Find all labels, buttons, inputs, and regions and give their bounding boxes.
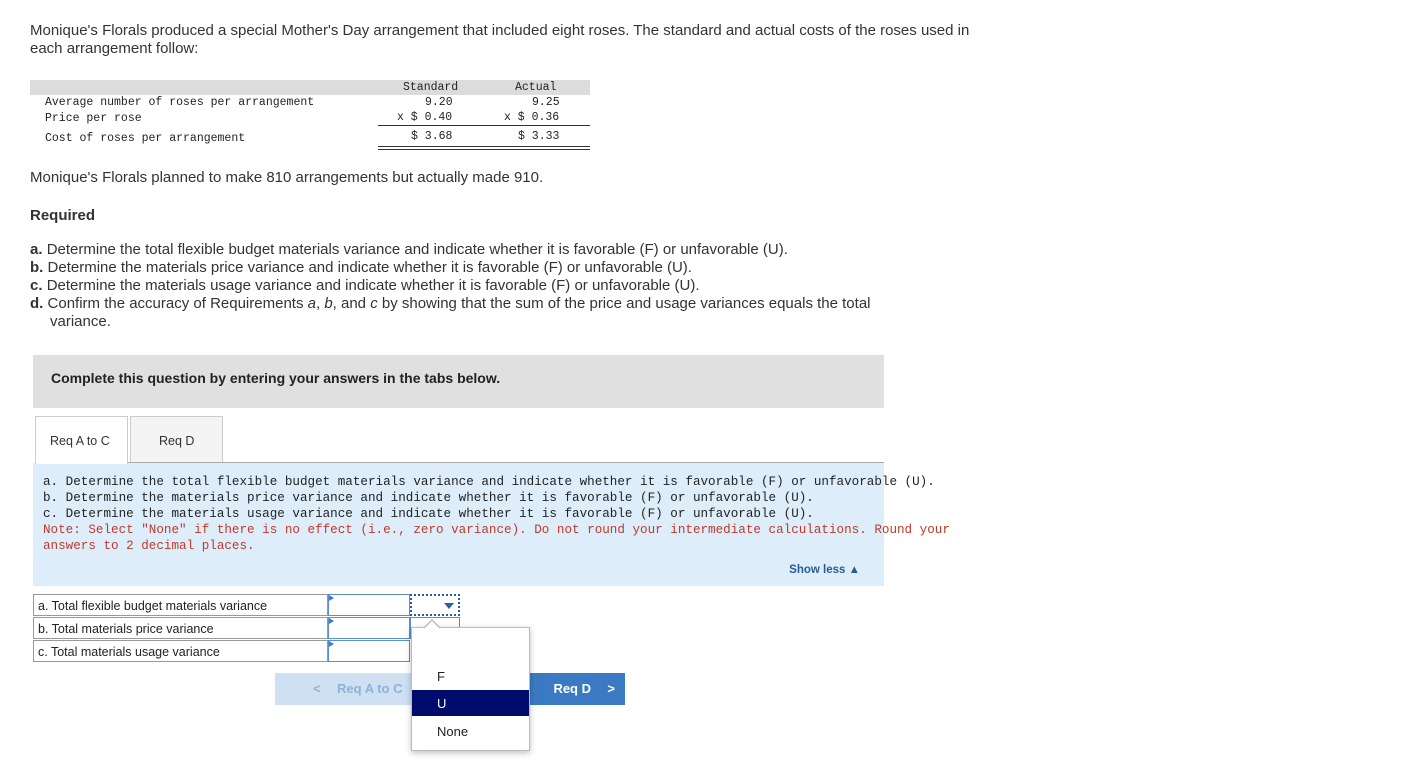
chevron-down-icon [444,603,454,609]
instruction-c: c. Determine the materials usage variance and indicate whether it is favorable (F) or unfavorable (U). [43,507,814,521]
subtotal-rule [378,125,590,126]
row-label-cost: Cost of roses per arrangement [45,132,246,145]
dropdown-option-none[interactable]: None [437,724,469,739]
instructions-panel [33,463,950,586]
col-standard-header: Standard [403,81,459,94]
triangle-up-icon: ▲ [848,564,860,576]
next-tab-button[interactable]: Req D > [520,673,625,705]
show-less-link[interactable]: Show less ▲ [789,564,860,576]
amount-input-a[interactable] [328,594,410,616]
amount-input-b[interactable] [328,617,410,639]
instruction-a: a. Determine the total flexible budget materials variance and indicate whether it is favorable (F) or unfavorable (U). [43,475,935,489]
col-actual-header: Actual [515,81,557,94]
amount-input-c[interactable] [328,640,410,662]
requirement-d-cont: variance. [50,313,111,330]
cost-table-header-band [30,80,590,95]
chevron-left-icon: < [313,681,321,696]
instruction-note: Note: Select "None" if there is no effect (i.e., zero variance). Do not round your intermediate calculations. Round your [43,523,950,537]
standard-roses: 9.20 [425,96,453,109]
tab-req-d[interactable]: Req D [130,416,223,462]
requirement-d: d. Confirm the accuracy of Requirements a, b, and c by showing that the sum of the price and usage variances equals the total [30,295,871,312]
answer-row-label-c: c. Total materials usage variance [33,640,328,662]
problem-intro: Monique's Florals produced a special Mother's Day arrangement that included eight roses. The standard and actual costs of the roses used in each arrangement follow: [30,22,970,57]
banner-text: Complete this question by entering your answers in the tabs below. [51,370,501,386]
requirement-a: a. Determine the total flexible budget materials variance and indicate whether it is favorable (F) or unfavorable (U). [30,241,788,258]
standard-cost: $ 3.68 [411,130,453,143]
chevron-right-icon: > [607,681,615,696]
actual-roses: 9.25 [532,96,560,109]
tabs-banner [33,355,884,408]
total-rule-1 [378,146,590,147]
dropdown-option-u[interactable]: U [412,690,529,716]
requirement-c: c. Determine the materials usage variance and indicate whether it is favorable (F) or unfavorable (U). [30,277,700,294]
fu-select-a[interactable] [410,594,460,616]
requirement-b: b. Determine the materials price variance and indicate whether it is favorable (F) or unfavorable (U). [30,259,692,276]
dropdown-option-f[interactable]: F [437,669,445,684]
actual-price: x $ 0.36 [504,111,560,124]
answer-row-label-b: b. Total materials price variance [33,617,328,639]
total-rule-2 [378,149,590,150]
answer-row-label-a: a. Total flexible budget materials variance [33,594,328,616]
tab-req-a-to-c[interactable]: Req A to C [35,416,128,464]
instruction-note-cont: answers to 2 decimal places. [43,539,255,553]
planned-arrangements-text: Monique's Florals planned to make 810 arrangements but actually made 910. [30,169,544,186]
instruction-b: b. Determine the materials price variance and indicate whether it is favorable (F) or unfavorable (U). [43,491,814,505]
actual-cost: $ 3.33 [518,130,560,143]
row-label-roses: Average number of roses per arrangement [45,96,315,109]
fu-dropdown-menu [411,627,530,751]
standard-price: x $ 0.40 [397,111,453,124]
row-label-price: Price per rose [45,112,142,125]
required-heading: Required [30,207,96,224]
prev-tab-button[interactable]: < Req A to C [275,673,425,705]
